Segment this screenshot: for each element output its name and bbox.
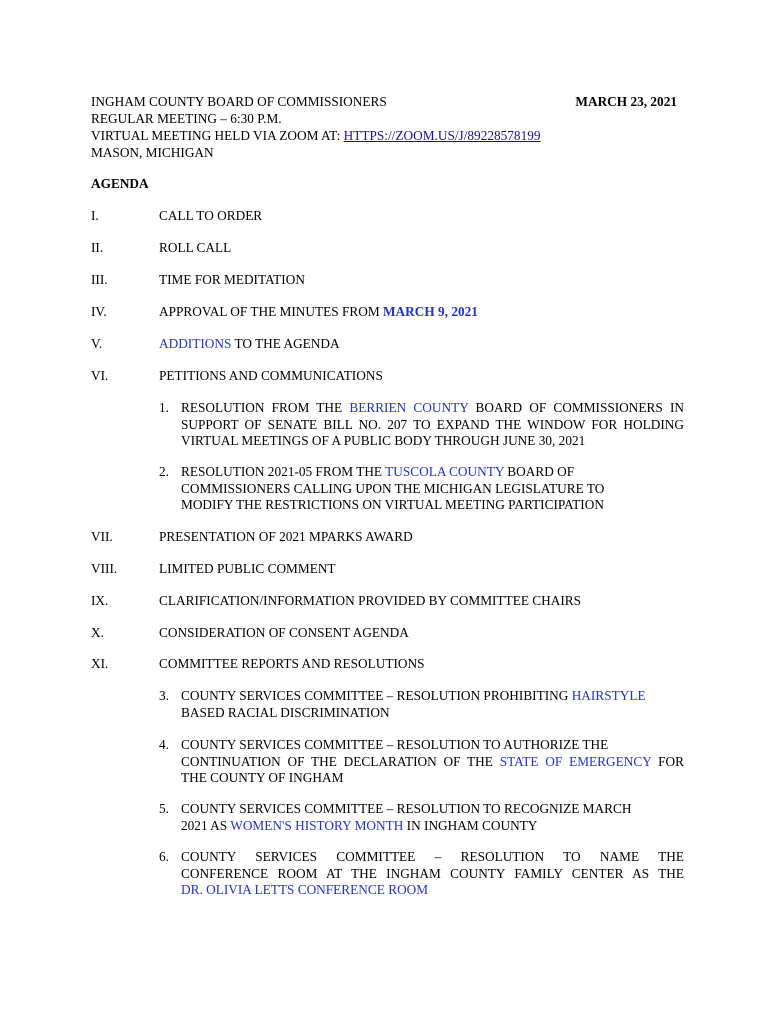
sub-item-number: 1. xyxy=(159,400,169,415)
text-line: SUPPORT OF SENATE BILL NO. 207 TO EXPAND THE WINDOW FOR HOLDING xyxy=(181,416,684,432)
agenda-item xyxy=(91,656,691,673)
text-line xyxy=(181,754,684,771)
item-number: VI. xyxy=(91,368,109,383)
meeting-location: MASON, MICHIGAN xyxy=(91,145,214,160)
sub-item-number: 2. xyxy=(159,464,169,479)
text-line xyxy=(181,882,684,899)
text-part: IN INGHAM COUNTY xyxy=(403,817,538,833)
text-line: THE COUNTY OF INGHAM xyxy=(181,770,344,785)
text-part: RESOLUTION 2021-05 FROM THE xyxy=(181,464,386,479)
sub-item-number: 3. xyxy=(159,688,169,703)
sub-item-number: 6. xyxy=(159,849,169,864)
agenda-item xyxy=(91,272,691,289)
item-number: III. xyxy=(91,272,108,287)
virtual-meeting-line xyxy=(91,128,691,145)
minutes-link[interactable]: MARCH 9, 2021 xyxy=(383,304,478,319)
agenda-item xyxy=(91,208,691,225)
agenda-item xyxy=(91,240,691,257)
header-row xyxy=(91,94,691,111)
text-part: FOR xyxy=(651,753,684,769)
text-line: VIRTUAL MEETINGS OF A PUBLIC BODY THROUGH JUNE 30, 2021 xyxy=(181,433,586,448)
agenda-item xyxy=(91,529,691,546)
item-text xyxy=(159,304,478,320)
tuscola-county-link[interactable]: TUSCOLA COUNTY xyxy=(385,464,504,479)
item-text-part: APPROVAL OF THE MINUTES FROM xyxy=(159,304,383,319)
hairstyle-link[interactable]: HAIRSTYLE xyxy=(571,688,646,703)
sub-item-text xyxy=(181,849,684,899)
text-line: COUNTY SERVICES COMMITTEE – RESOLUTION TO RECOGNIZE MARCH xyxy=(181,801,632,816)
text-line xyxy=(181,400,684,417)
item-text-part: TO THE AGENDA xyxy=(231,336,340,351)
sub-item-text xyxy=(181,464,684,514)
agenda-item xyxy=(91,336,691,353)
item-number: IV. xyxy=(91,304,107,319)
item-text: PRESENTATION OF 2021 MPARKS AWARD xyxy=(159,529,413,544)
sub-item-text xyxy=(181,400,684,450)
item-number: X. xyxy=(91,625,104,640)
text-part: BOARD OF COMMISSIONERS IN xyxy=(468,400,684,415)
sub-item-text xyxy=(181,688,684,721)
text-line: MODIFY THE RESTRICTIONS ON VIRTUAL MEETING PARTICIPATION xyxy=(181,497,604,512)
agenda-heading: AGENDA xyxy=(91,176,149,191)
text-line: COUNTY SERVICES COMMITTEE – RESOLUTION TO AUTHORIZE THE xyxy=(181,737,609,752)
item-number: VII. xyxy=(91,529,113,544)
sub-item-number: 4. xyxy=(159,737,169,752)
item-text: PETITIONS AND COMMUNICATIONS xyxy=(159,368,383,383)
sub-item-text xyxy=(181,737,684,787)
document-header xyxy=(91,94,691,162)
text-part: CONTINUATION OF THE DECLARATION OF THE xyxy=(181,753,500,769)
agenda-item xyxy=(91,561,691,578)
item-text: ROLL CALL xyxy=(159,240,232,255)
agenda-item xyxy=(91,593,691,610)
item-number: II. xyxy=(91,240,104,255)
item-number: VIII. xyxy=(91,561,118,576)
item-number: XI. xyxy=(91,656,109,671)
womens-history-month-link[interactable]: WOMEN'S HISTORY MONTH xyxy=(230,817,404,833)
item-text: TIME FOR MEDITATION xyxy=(159,272,305,287)
text-line xyxy=(181,818,684,835)
zoom-link[interactable]: HTTPS://ZOOM.US/J/89228578199 xyxy=(343,128,541,143)
board-name: INGHAM COUNTY BOARD OF COMMISSIONERS xyxy=(91,94,387,109)
item-number: I. xyxy=(91,208,99,223)
berrien-county-link[interactable]: BERRIEN COUNTY xyxy=(349,400,469,415)
sub-item-text xyxy=(181,801,684,834)
meeting-date: MARCH 23, 2021 xyxy=(575,94,677,109)
item-text: CALL TO ORDER xyxy=(159,208,263,223)
conference-room-link[interactable]: DR. OLIVIA LETTS CONFERENCE ROOM xyxy=(181,882,429,897)
item-text: CLARIFICATION/INFORMATION PROVIDED BY COMMITTEE CHAIRS xyxy=(159,593,582,608)
text-line: COUNTY SERVICES COMMITTEE – RESOLUTION TO NAME THE xyxy=(181,849,684,864)
agenda-item xyxy=(91,304,691,321)
text-line: CONFERENCE ROOM AT THE INGHAM COUNTY FAMILY CENTER AS THE xyxy=(181,865,684,881)
text-line: BASED RACIAL DISCRIMINATION xyxy=(181,704,390,720)
meeting-type: REGULAR MEETING – 6:30 P.M. xyxy=(91,111,282,126)
text-part: 2021 AS xyxy=(181,817,231,833)
text-part: BOARD OF xyxy=(503,464,575,479)
sub-item-number: 5. xyxy=(159,801,169,816)
item-number: V. xyxy=(91,336,103,351)
item-text xyxy=(159,336,340,352)
text-part: RESOLUTION FROM THE xyxy=(181,400,350,415)
virtual-meeting-prefix: VIRTUAL MEETING HELD VIA ZOOM AT: xyxy=(91,128,344,143)
item-text: CONSIDERATION OF CONSENT AGENDA xyxy=(159,625,409,640)
agenda-item xyxy=(91,368,691,385)
text-line xyxy=(181,464,684,481)
state-of-emergency-link[interactable]: STATE OF EMERGENCY xyxy=(499,753,652,769)
text-part: COUNTY SERVICES COMMITTEE – RESOLUTION PROHIBITING xyxy=(181,688,572,703)
item-text: LIMITED PUBLIC COMMENT xyxy=(159,561,336,576)
text-line xyxy=(181,688,684,705)
text-line: COMMISSIONERS CALLING UPON THE MICHIGAN LEGISLATURE TO xyxy=(181,480,605,496)
additions-link[interactable]: ADDITIONS xyxy=(159,336,232,351)
agenda-item xyxy=(91,625,691,642)
item-number: IX. xyxy=(91,593,109,608)
item-text: COMMITTEE REPORTS AND RESOLUTIONS xyxy=(159,656,425,671)
